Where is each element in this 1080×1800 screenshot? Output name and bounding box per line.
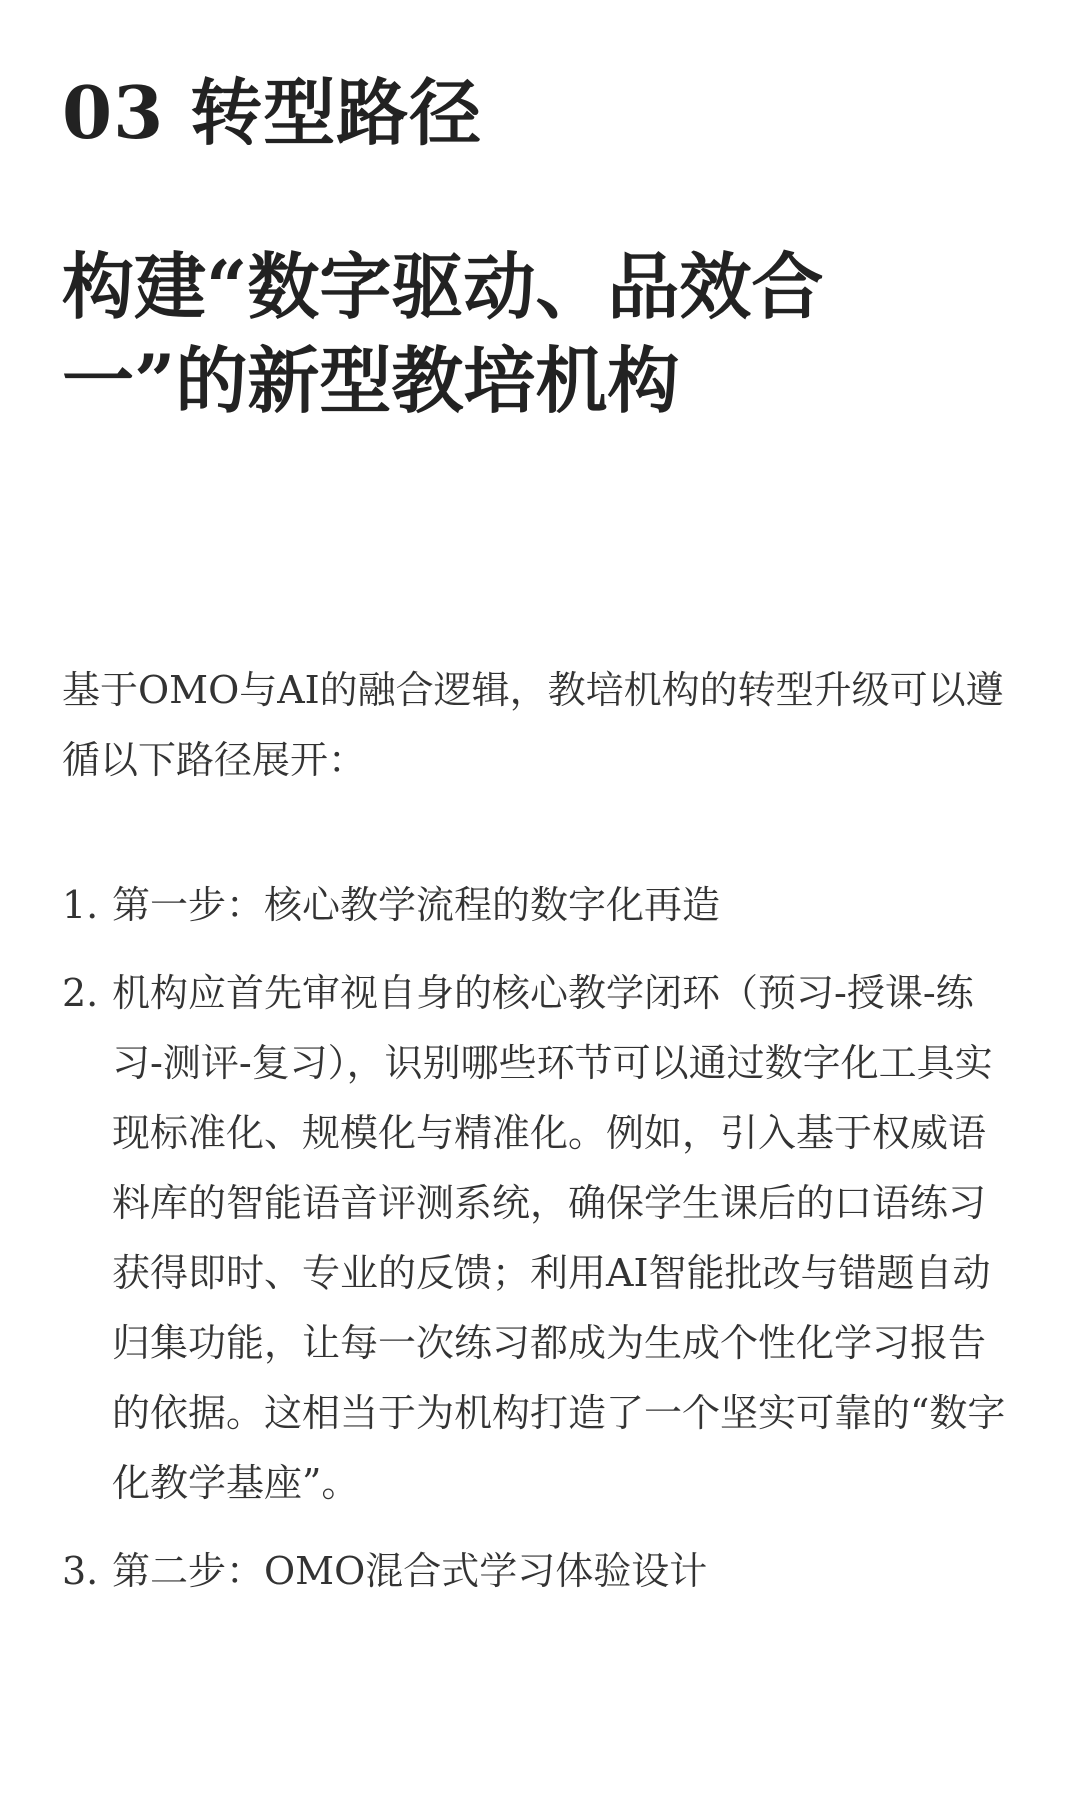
list-item (62, 958, 1022, 1518)
step-text: 机构应首先审视自身的核心教学闭环（预习-授课-练习-测评-复习），识别哪些环节可以通过数字化工具实现标准化、规模化与精准化。例如，引入基于权威语料库的智能语音评测系统，确保学生课后的口语练习获得即时、专业的反馈；利用AI智能批改与错题自动归集功能，让每一次练习都成为生成个性化学习报告的依据。这相当于为机构打造了一个坚实可靠的“数字化教学基座”。 (112, 971, 1006, 1505)
headline (62, 240, 962, 428)
step-number: 1. (62, 883, 99, 927)
list-item (62, 870, 1022, 940)
headline-line-2: 一”的新型教培机构 (62, 338, 680, 423)
steps-list (62, 870, 1022, 1624)
intro-paragraph: 基于OMO与AI的融合逻辑，教培机构的转型升级可以遵循以下路径展开： (62, 668, 1004, 782)
list-item (62, 1536, 1022, 1606)
step-text: 第二步：OMO混合式学习体验设计 (112, 1549, 708, 1593)
headline-line-1: 构建“数字驱动、品效合 (62, 244, 824, 329)
step-text: 第一步：核心教学流程的数字化再造 (112, 883, 721, 927)
step-number: 2. (62, 971, 99, 1015)
step-number: 3. (62, 1549, 99, 1593)
section-title: 03 转型路径 (62, 70, 483, 155)
